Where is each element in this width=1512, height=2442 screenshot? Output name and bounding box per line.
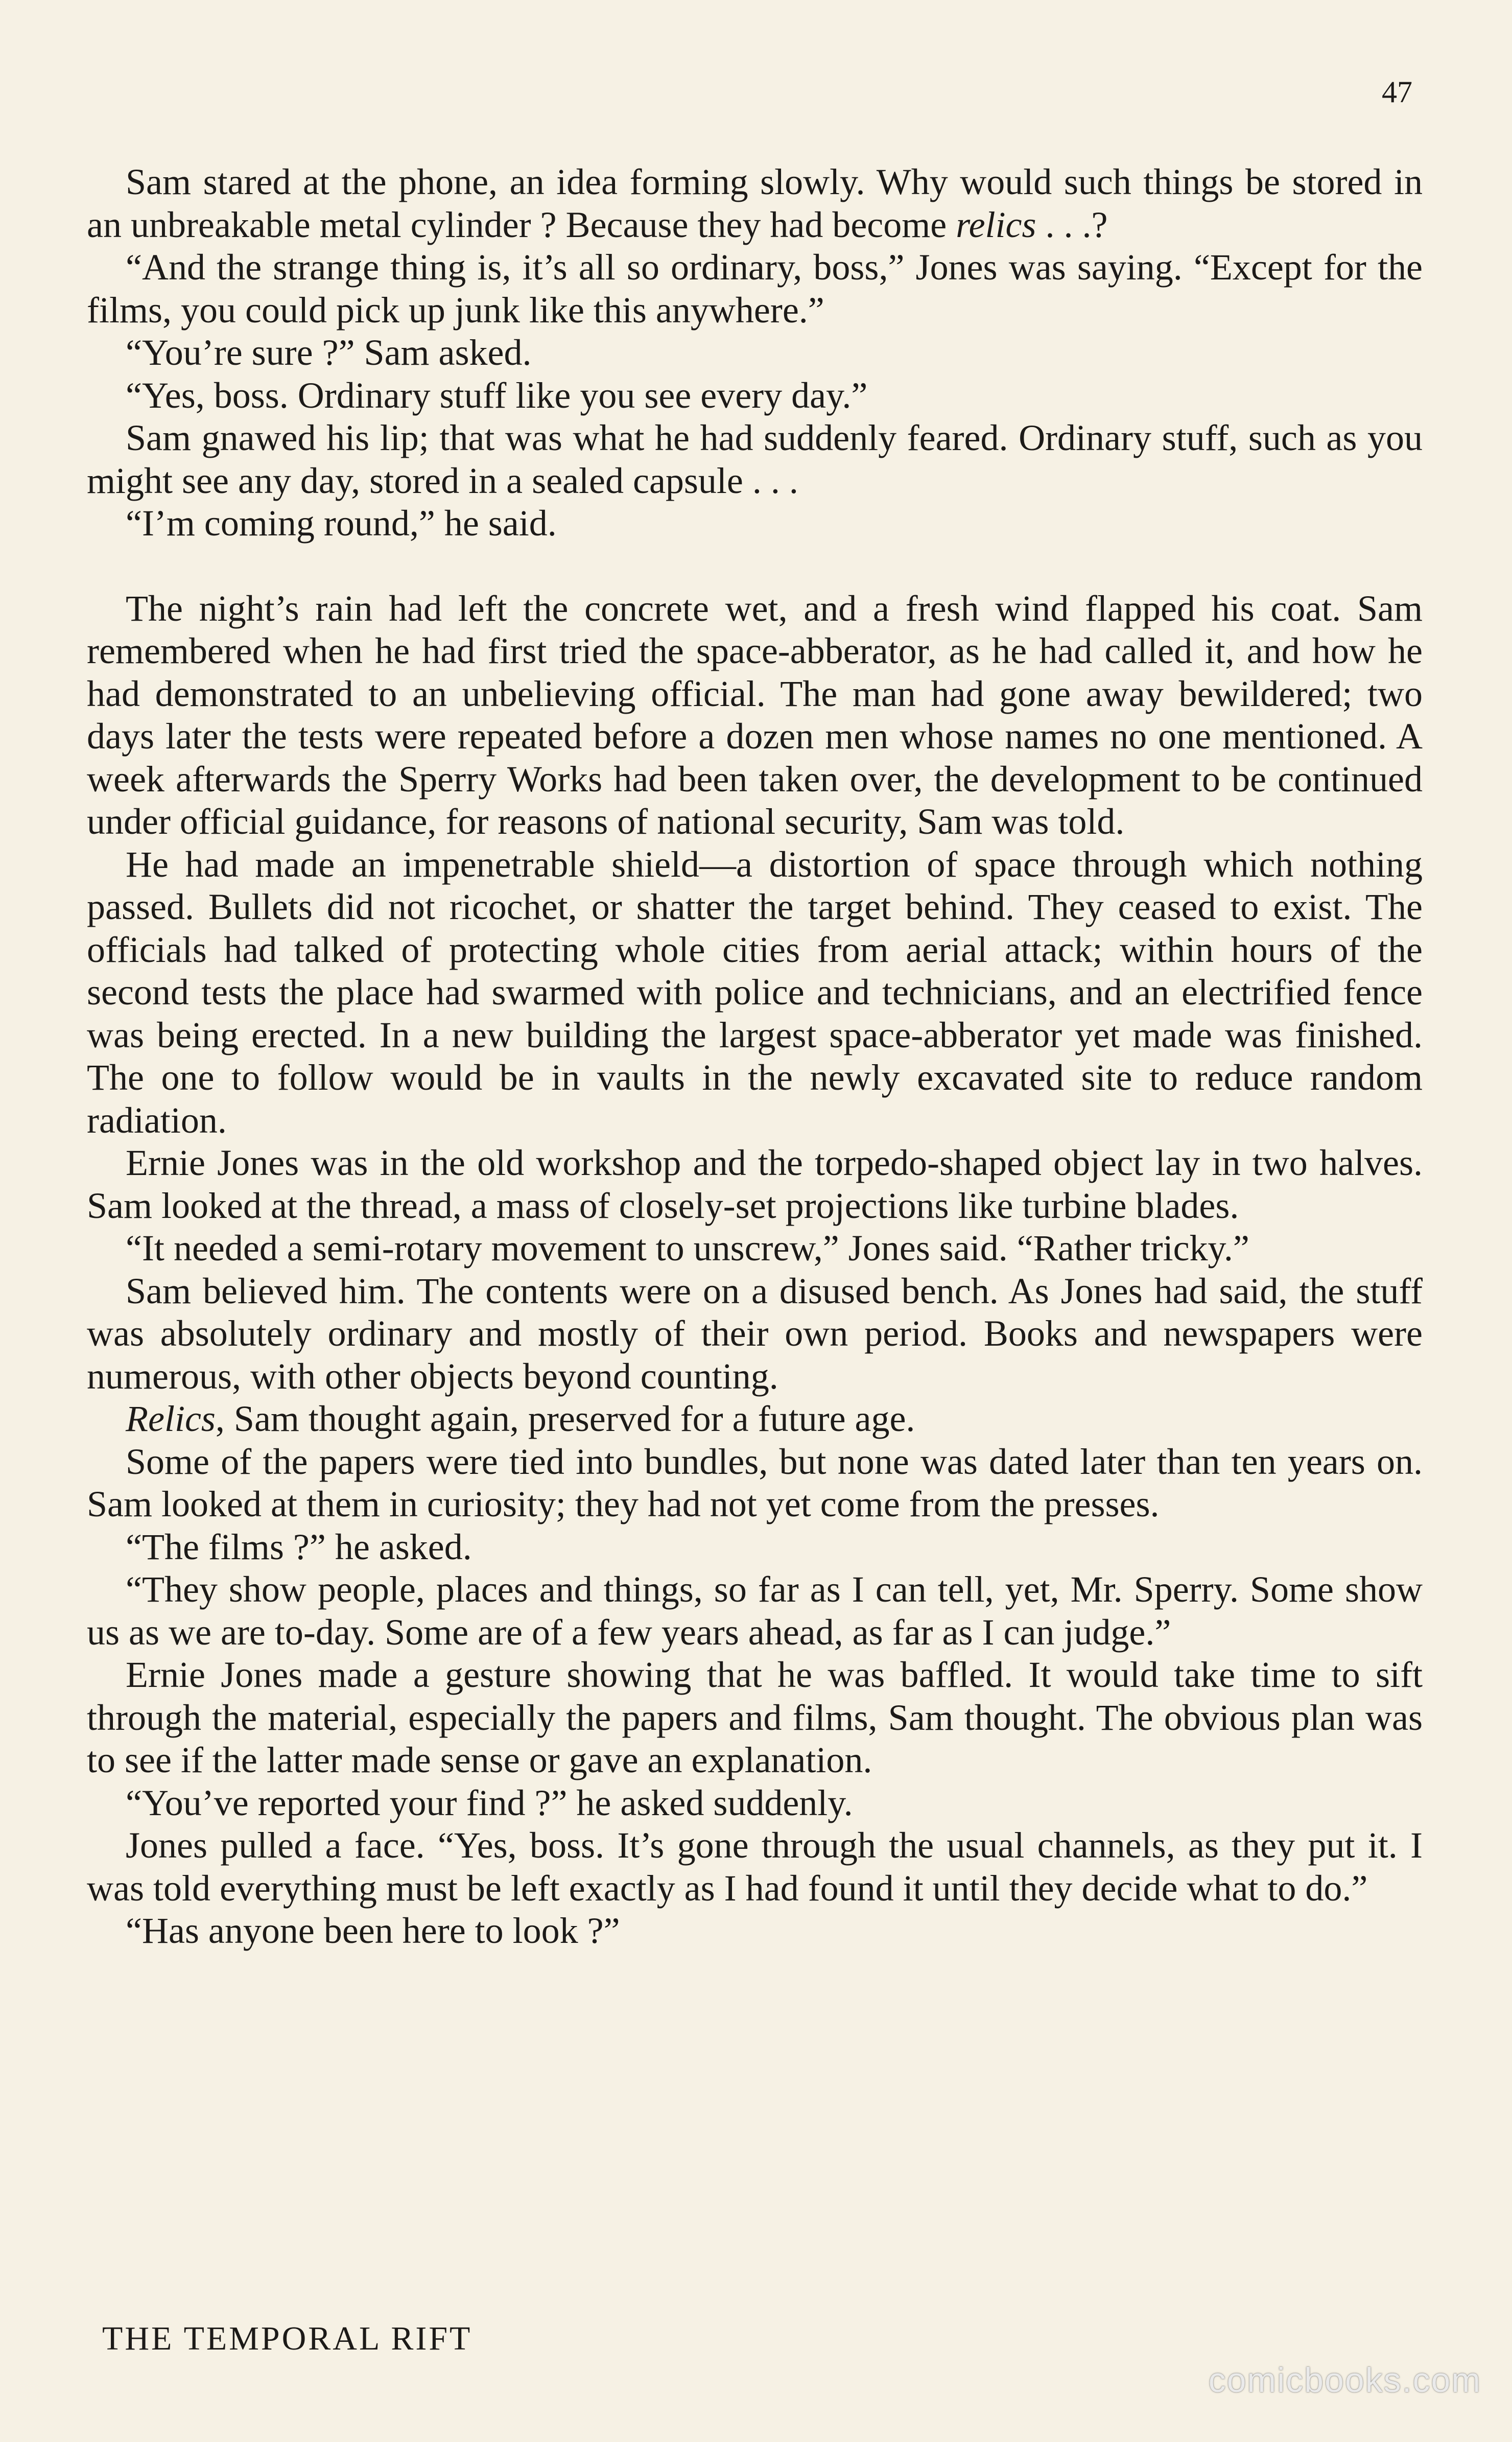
text-run: Sam stared at the phone, an idea forming slowly. Why would such things be stored in an unbreakable metal cylinder ? Because they had become bbox=[87, 161, 1423, 245]
paragraph bbox=[87, 417, 1423, 502]
paragraph bbox=[87, 1568, 1423, 1654]
paragraph bbox=[87, 1142, 1423, 1227]
text-run: Ernie Jones made a gesture showing that he was baffled. It would take time to sift through the material, especially the papers and films, Sam thought. The obvious plan was to see if the latter made sense or gave an explanation. bbox=[87, 1654, 1423, 1780]
story-text bbox=[87, 161, 1423, 1953]
text-run: “I’m coming round,” he said. bbox=[126, 503, 557, 544]
paragraph bbox=[87, 332, 1423, 374]
text-run: “The films ?” he asked. bbox=[126, 1526, 472, 1567]
running-footer-title: THE TEMPORAL RIFT bbox=[102, 2320, 472, 2357]
text-run: “Yes, boss. Ordinary stuff like you see every day.” bbox=[126, 374, 868, 416]
text-run: “You’ve reported your find ?” he asked suddenly. bbox=[126, 1782, 853, 1823]
paragraph bbox=[87, 1526, 1423, 1569]
text-run: . . .? bbox=[1036, 204, 1108, 245]
italic-text: Relics bbox=[126, 1398, 216, 1439]
paragraph bbox=[87, 588, 1423, 843]
paragraph bbox=[87, 374, 1423, 417]
text-run: Some of the papers were tied into bundles, but none was dated later than ten years on. Sam looked at them in curiosity; they had not yet come from the presses. bbox=[87, 1441, 1423, 1524]
text-run: Ernie Jones was in the old workshop and the torpedo-shaped object lay in two halves. Sam looked at the thread, a mass of closely-set projections like turbine blades. bbox=[87, 1142, 1423, 1226]
paragraph bbox=[87, 1782, 1423, 1825]
paragraph bbox=[87, 1270, 1423, 1398]
text-run: Sam gnawed his lip; that was what he had suddenly feared. Ordinary stuff, such as you might see any day, stored in a sealed capsule . . . bbox=[87, 417, 1423, 501]
text-run: Jones pulled a face. “Yes, boss. It’s gone through the usual channels, as they put it. I was told everything must be left exactly as I had found it until they decide what to do.” bbox=[87, 1825, 1423, 1909]
paragraph bbox=[87, 1654, 1423, 1782]
paragraph bbox=[87, 1824, 1423, 1910]
watermark-logo: comicbooks.com bbox=[1208, 2361, 1481, 2400]
text-run: The night’s rain had left the concrete wet, and a fresh wind flapped his coat. Sam remembered when he had first tried the space-abberator, as he had called it, and how he had demonstrated to an unbelieving official. The man had gone away bewildered; two days later the tests were repeated before a dozen men whose names no one mentioned. A week afterwards the Sperry Works had been taken over, the development to be continued under official guidance, for reasons of national security, Sam was told. bbox=[87, 588, 1423, 842]
text-run: “It needed a semi-rotary movement to unscrew,” Jones said. “Rather tricky.” bbox=[126, 1228, 1249, 1269]
text-run: “They show people, places and things, so far as I can tell, yet, Mr. Sperry. Some show us as we are to-day. Some are of a few years ahead, as far as I can judge.” bbox=[87, 1569, 1423, 1653]
text-run: , Sam thought again, preserved for a future age. bbox=[215, 1398, 915, 1439]
italic-text: relics bbox=[956, 204, 1036, 245]
text-run: He had made an impenetrable shield—a distortion of space through which nothing passed. Bullets did not ricochet, or shatter the target behind. They ceased to exist. The officials had talked of protecting whole cities from aerial attack; within hours of the second tests the place had swarmed with police and technicians, and an electrified fence was being erected. In a new building the largest space-abberator yet made was finished. The one to follow would be in vaults in the newly excavated site to reduce random radiation. bbox=[87, 843, 1423, 1141]
paragraph bbox=[87, 1398, 1423, 1441]
paragraph bbox=[87, 1441, 1423, 1526]
paragraph bbox=[87, 246, 1423, 332]
text-run: “Has anyone been here to look ?” bbox=[126, 1910, 620, 1951]
paragraph bbox=[87, 161, 1423, 246]
page-number: 47 bbox=[1382, 75, 1412, 109]
paragraph bbox=[87, 843, 1423, 1142]
paragraph bbox=[87, 1910, 1423, 1953]
paragraph bbox=[87, 1227, 1423, 1270]
text-run: “And the strange thing is, it’s all so ordinary, boss,” Jones was saying. “Except for the films, you could pick up junk like this anywhere.” bbox=[87, 247, 1423, 331]
paragraph bbox=[87, 502, 1423, 545]
text-run: “You’re sure ?” Sam asked. bbox=[126, 332, 532, 373]
text-run: Sam believed him. The contents were on a disused bench. As Jones had said, the stuff was absolutely ordinary and mostly of their own period. Books and newspapers were numerous, with other objects beyond counting. bbox=[87, 1270, 1423, 1397]
